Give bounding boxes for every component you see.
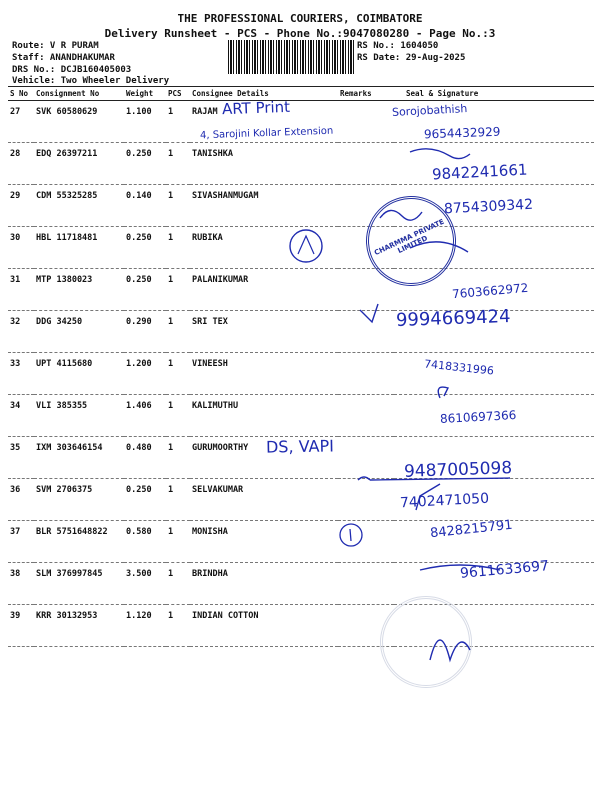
handwriting-phone: 9842241661 <box>431 160 528 184</box>
cell-sno: 37 <box>8 521 34 563</box>
table-header-row <box>8 87 594 101</box>
cell-consignee: GURUMOORTHY <box>190 437 338 479</box>
signature-scribbles <box>350 140 550 680</box>
cell-sno: 39 <box>8 605 34 647</box>
cell-weight: 0.290 <box>124 311 166 353</box>
handwriting-phone: 9654432929 <box>423 124 501 142</box>
cell-weight: 0.580 <box>124 521 166 563</box>
cell-consignment: CDM 55325285 <box>34 185 124 227</box>
cell-pcs: 1 <box>166 395 190 437</box>
cell-sno: 31 <box>8 269 34 311</box>
cell-weight: 1.406 <box>124 395 166 437</box>
handwriting-phone: 7418331996 <box>423 357 495 378</box>
handwriting-phone: 8754309342 <box>443 196 534 218</box>
cell-consignee: PALANIKUMAR <box>190 269 338 311</box>
cell-pcs: 1 <box>166 479 190 521</box>
cell-consignee: BRINDHA <box>190 563 338 605</box>
cell-consignment: KRR 30132953 <box>34 605 124 647</box>
cell-pcs: 1 <box>166 311 190 353</box>
cell-pcs: 1 <box>166 227 190 269</box>
handwriting-phone: 7402471050 <box>399 490 490 512</box>
cell-weight: 0.140 <box>124 185 166 227</box>
cell-sno: 32 <box>8 311 34 353</box>
col-seal-signature: Seal & Signature <box>394 87 594 101</box>
cell-weight: 1.200 <box>124 353 166 395</box>
circle-mark-icon <box>336 520 366 550</box>
col-weight: Weight <box>124 87 166 101</box>
seal-text: CHARMMA PRIVATE LIMITED <box>373 217 446 258</box>
cell-pcs: 1 <box>166 437 190 479</box>
cell-pcs: 1 <box>166 101 190 143</box>
cell-weight: 0.250 <box>124 227 166 269</box>
cell-sno: 27 <box>8 101 34 143</box>
cell-consignee: SRI TEX <box>190 311 338 353</box>
barcode <box>228 40 354 74</box>
cell-pcs: 1 <box>166 521 190 563</box>
handwriting-phone: 9611633697 <box>459 558 550 582</box>
runsheet-subtitle: Delivery Runsheet - PCS - Phone No.:9047080280 - Page No.:3 <box>104 27 496 40</box>
cell-weight: 0.250 <box>124 269 166 311</box>
drs-label: DRS No.: DCJB160405003 <box>12 65 132 75</box>
rs-date: RS Date: 29-Aug-2025 <box>357 53 466 63</box>
handwriting-remark: DS, VAPI <box>265 436 335 457</box>
cell-pcs: 1 <box>166 185 190 227</box>
cell-sno: 33 <box>8 353 34 395</box>
cell-consignment: DDG 34250 <box>34 311 124 353</box>
cell-sno: 29 <box>8 185 34 227</box>
cell-consignment: IXM 303646154 <box>34 437 124 479</box>
cell-consignment: EDQ 26397211 <box>34 143 124 185</box>
handwriting-phone: 7603662972 <box>451 280 529 302</box>
cell-weight: 0.480 <box>124 437 166 479</box>
cell-pcs: 1 <box>166 143 190 185</box>
cell-weight: 1.120 <box>124 605 166 647</box>
col-pcs: PCS <box>166 87 190 101</box>
cell-consignee: SELVAKUMAR <box>190 479 338 521</box>
cell-sno: 38 <box>8 563 34 605</box>
cell-pcs: 1 <box>166 563 190 605</box>
cell-consignee: KALIMUTHU <box>190 395 338 437</box>
rs-number: RS No.: 1604050 <box>357 41 439 51</box>
cell-consignee: RAJAM <box>190 101 338 143</box>
col-remarks: Remarks <box>338 87 394 101</box>
cell-weight: 0.250 <box>124 143 166 185</box>
cell-consignment: VLI 385355 <box>34 395 124 437</box>
cell-sno: 36 <box>8 479 34 521</box>
cell-weight: 3.500 <box>124 563 166 605</box>
page-title: THE PROFESSIONAL COURIERS, COIMBATORE <box>177 12 423 25</box>
cell-consignment: HBL 11718481 <box>34 227 124 269</box>
handwriting-address: 4, Sarojini Kollar Extension <box>199 125 334 142</box>
cell-consignee: MONISHA <box>190 521 338 563</box>
cell-pcs: 1 <box>166 605 190 647</box>
handwriting-art-print: ART Print <box>221 97 291 119</box>
cell-consignee: RUBIKA <box>190 227 338 269</box>
staff-label: Staff: ANANDHAKUMAR <box>12 53 115 63</box>
col-sno: S No <box>8 87 34 101</box>
handwriting-phone: 8428215791 <box>429 517 514 542</box>
handwriting-receiver-name: Sorojobathish <box>391 102 468 119</box>
cell-pcs: 1 <box>166 353 190 395</box>
handwriting-phone: 9994669424 <box>395 306 511 331</box>
cell-consignee: INDIAN COTTON <box>190 605 338 647</box>
cell-consignment: SLM 376997845 <box>34 563 124 605</box>
cell-consignee: VINEESH <box>190 353 338 395</box>
cell-consignment: BLR 5751648822 <box>34 521 124 563</box>
route-label: Route: V R PURAM <box>12 41 99 51</box>
col-consignee: Consignee Details <box>190 87 338 101</box>
circle-mark-icon <box>286 226 326 266</box>
cell-remarks <box>338 101 394 143</box>
cell-consignee: TANISHKA <box>190 143 338 185</box>
handwriting-phone: 9487005098 <box>403 458 513 482</box>
cell-consignee: SIVASHANMUGAM <box>190 185 338 227</box>
cell-sno: 34 <box>8 395 34 437</box>
cell-consignment: SVK 60580629 <box>34 101 124 143</box>
cell-weight: 1.100 <box>124 101 166 143</box>
cell-weight: 0.250 <box>124 479 166 521</box>
cell-pcs: 1 <box>166 269 190 311</box>
handwriting-phone: 8610697366 <box>439 408 517 426</box>
cell-sno: 30 <box>8 227 34 269</box>
cell-sno: 28 <box>8 143 34 185</box>
cell-consignment: UPT 4115680 <box>34 353 124 395</box>
cell-consignment: MTP 1380023 <box>34 269 124 311</box>
vehicle-label: Vehicle: Two Wheeler Delivery <box>12 76 170 86</box>
cell-sno: 35 <box>8 437 34 479</box>
col-consignment: Consignment No <box>34 87 124 101</box>
cell-consignment: SVM 2706375 <box>34 479 124 521</box>
